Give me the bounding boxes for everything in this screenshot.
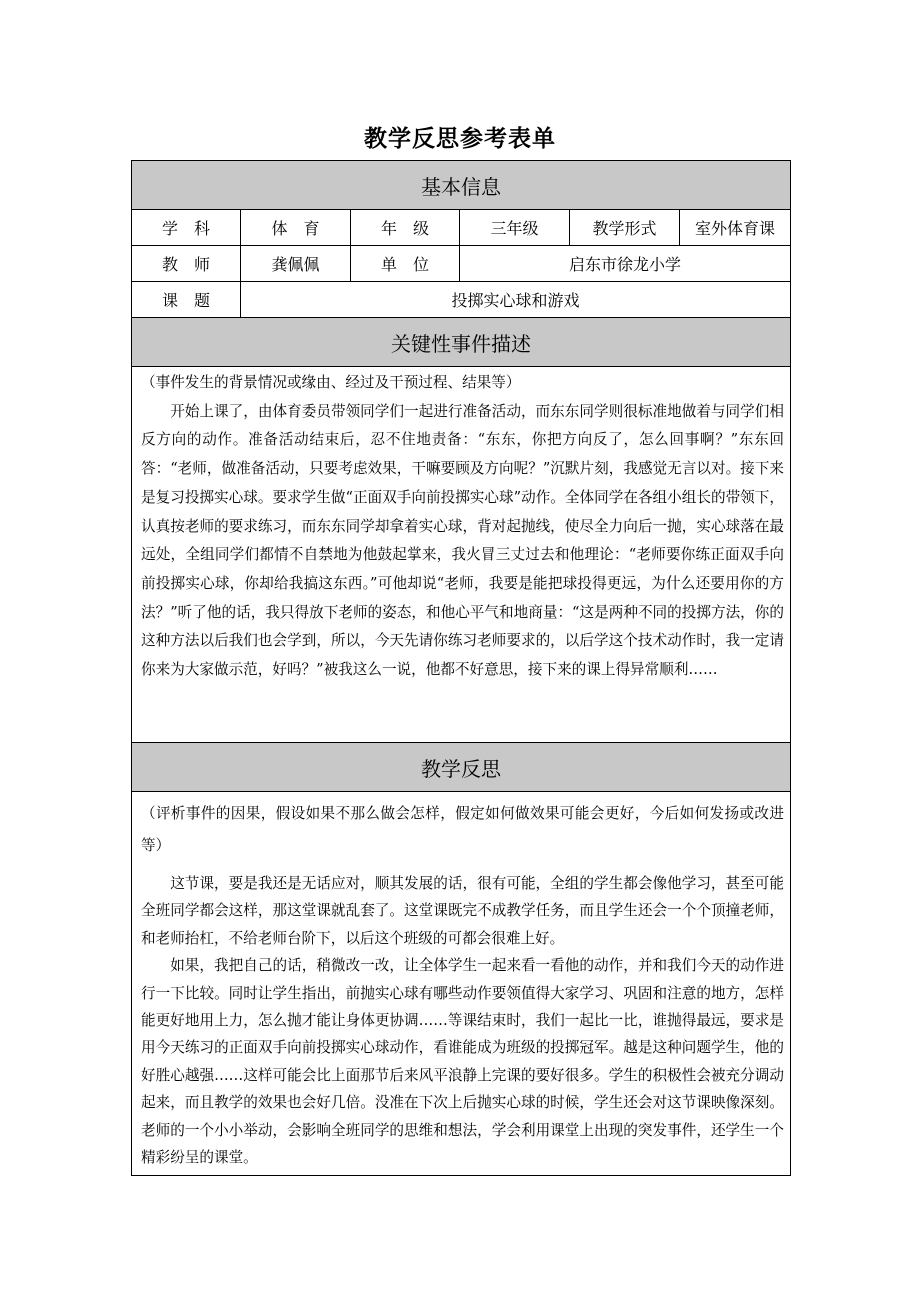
grade-value: 三年级: [460, 210, 570, 246]
reflection-paragraph-1: 这节课，要是我还是无话应对，顺其发展的话，很有可能，全组的学生都会像他学习，甚至可能全班同学都会这样，那这堂课就乱套了。这堂课既完不成教学任务，而且学生还会一个个顶撞老师，和老师抬杠，不给老师台阶下，以后这个班级的可都会很难上好。: [141, 875, 784, 947]
topic-value: 投掷实心球和游戏: [241, 282, 791, 318]
teacher-value: 龚佩佩: [241, 246, 351, 282]
unit-label: 单 位: [351, 246, 460, 282]
teaching-form-value: 室外体育课: [680, 210, 791, 246]
unit-value: 启东市徐龙小学: [460, 246, 791, 282]
section-key-event-header: 关键性事件描述: [132, 318, 791, 367]
section-reflection-header: 教学反思: [132, 743, 791, 792]
reflection-note: （评析事件的因果，假设如果不那么做会怎样，假定如何做效果可能会更好，今后如何发扬或改进等）: [141, 805, 784, 854]
teacher-label: 教 师: [132, 246, 241, 282]
topic-label: 课 题: [132, 282, 241, 318]
reflection-form-table: [131, 160, 791, 1176]
subject-value: 体 育: [241, 210, 351, 246]
key-event-note: （事件发生的背景情况或缘由、经过及干预过程、结果等）: [141, 374, 521, 391]
key-event-description: [132, 367, 791, 743]
teaching-form-label: 教学形式: [570, 210, 680, 246]
reflection-content: [132, 792, 791, 1176]
subject-label: 学 科: [132, 210, 241, 246]
grade-label: 年 级: [351, 210, 460, 246]
key-event-text: 开始上课了，由体育委员带领同学们一起进行准备活动，而东东同学则很标准地做着与同学们相反方向的动作。准备活动结束后，忍不住地责备：“东东，你把方向反了，怎么回事啊？”东东回答：“老师，做准备活动，只要考虑效果，干嘛要顾及方向呢？”沉默片刻，我感觉无言以对。接下来是复习投掷实心球。要求学生做“正面双手向前投掷实心球”动作。全体同学在各组小组长的带领下，认真按老师的要求练习，而东东同学却拿着实心球，背对起抛线，使尽全力向后一抛，实心球落在最远处，全组同学们都情不自禁地为他鼓起掌来，我火冒三丈过去和他理论：“老师要你练正面双手向前投掷实心球，你却给我搞这东西。”可他却说“老师，我要是能把球投得更远，为什么还要用你的方法？”听了他的话，我只得放下老师的姿态，和他心平气和地商量：“这是两种不同的投掷方法，你的这种方法以后我们也会学到，所以，今天先请你练习老师要求的，以后学这个技术动作时，我一定请你来为大家做示范，好吗？”被我这么一说，他都不好意思，接下来的课上得异常顺利……: [141, 402, 784, 679]
page-title: 教学反思参考表单: [364, 126, 556, 152]
reflection-paragraph-2: 如果，我把自己的话，稍微改一改，让全体学生一起来看一看他的动作，并和我们今天的动作进行一下比较。同时让学生指出，前抛实心球有哪些动作要领值得大家学习、巩固和注意的地方，怎样能更好地用上力，怎么抛才能让身体更协调……等课结束时，我们一起比一比，谁抛得最远，要求是 用今天练习的正面双手向前投掷实心球动作，看谁能成为班级的投掷冠军。越是这种问题学生，他的好胜心越强……这样可能会比上面那节后来风平浪静上完课的要好很多。学生的积极性会被充分调动起来，而且教学的效果也会好几倍。没准在下次上后抛实心球的时候，学生还会对这节课映像深刻。老师的一个小小举动，会影响全班同学的思维和想法，学会利用课堂上出现的突发事件，还学生一个精彩纷呈的课堂。: [141, 957, 784, 1167]
section-basic-info-header: 基本信息: [132, 161, 791, 210]
